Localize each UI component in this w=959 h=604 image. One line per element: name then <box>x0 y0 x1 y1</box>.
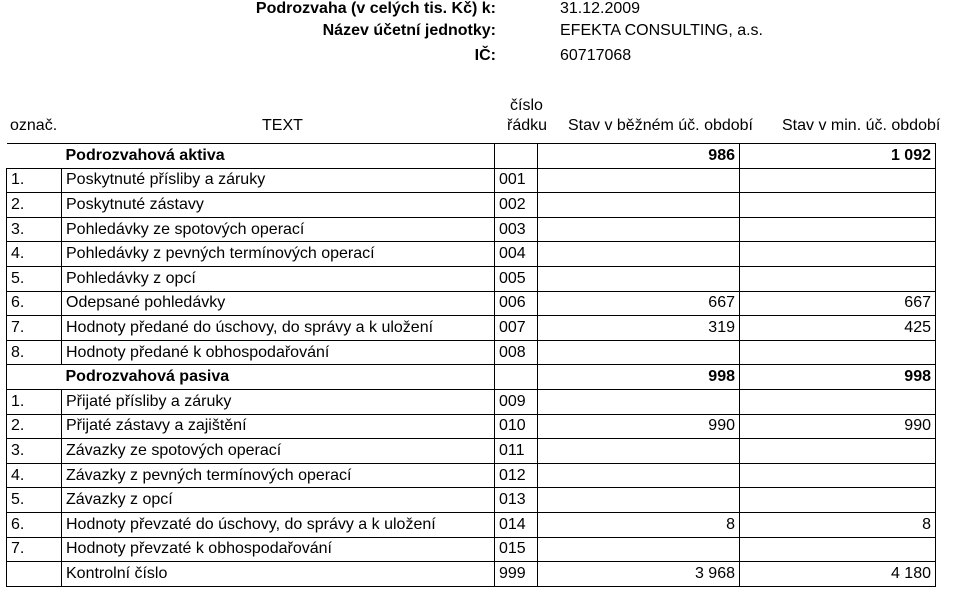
table-row: 7. Hodnoty převzaté k obhospodařování 015 <box>7 537 936 562</box>
table-row: 3. Závazky ze spotových operací 011 <box>7 439 936 464</box>
report-date: 31.12.2009 <box>560 0 641 17</box>
column-header-current: Stav v běžném úč. období <box>568 117 753 134</box>
table-row: 8. Hodnoty předané k obhospodařování 008 <box>7 340 936 365</box>
table-row: 4. Pohledávky z pevných termínových operací 004 <box>7 242 936 267</box>
pasiva-section-row <box>7 365 936 390</box>
pasiva-previous: 998 <box>740 365 936 390</box>
table-row: 6. Hodnoty převzaté do úschovy, do správy a k uložení 014 8 8 <box>7 512 936 537</box>
ic-value: 60717068 <box>560 47 632 64</box>
control-previous: 4 180 <box>740 562 936 587</box>
column-header-text: TEXT <box>262 117 303 134</box>
table-row: 4. Závazky z pevných termínových operací 012 <box>7 463 936 488</box>
entity-label: Název účetní jednotky: <box>322 22 496 39</box>
column-header-line-top: číslo <box>510 97 543 114</box>
control-line: 999 <box>495 562 538 587</box>
pasiva-current: 998 <box>538 365 740 390</box>
report-label: Podrozvaha (v celých tis. Kč) k: <box>255 0 496 17</box>
pasiva-title: Podrozvahová pasiva <box>62 365 495 390</box>
table-row: 2. Přijaté zástavy a zajištění 010 990 990 <box>7 414 936 439</box>
control-label: Kontrolní číslo <box>62 562 495 587</box>
aktiva-title: Podrozvahová aktiva <box>62 144 495 169</box>
aktiva-current: 986 <box>538 144 740 169</box>
balance-table <box>6 143 936 587</box>
table-row: 6. Odepsané pohledávky 006 667 667 <box>7 291 936 316</box>
table-row: 3. Pohledávky ze spotových operací 003 <box>7 217 936 242</box>
table-row: 5. Pohledávky z opcí 005 <box>7 266 936 291</box>
column-header-line-bottom: řádku <box>507 117 548 134</box>
table-row: 7. Hodnoty předané do úschovy, do správy a k uložení 007 319 425 <box>7 316 936 341</box>
control-row <box>7 562 936 587</box>
entity-name: EFEKTA CONSULTING, a.s. <box>560 22 763 39</box>
column-header-oznac: označ. <box>10 117 58 134</box>
aktiva-section-row <box>7 144 936 169</box>
table-row: 5. Závazky z opcí 013 <box>7 488 936 513</box>
table-row: 2. Poskytnuté zástavy 002 <box>7 193 936 218</box>
table-row: 1. Poskytnuté přísliby a záruky 001 <box>7 168 936 193</box>
table-row: 1. Přijaté přísliby a záruky 009 <box>7 389 936 414</box>
column-header-previous: Stav v min. úč. období <box>782 117 941 134</box>
aktiva-previous: 1 092 <box>740 144 936 169</box>
control-current: 3 968 <box>538 562 740 587</box>
ic-label: IČ: <box>474 47 496 64</box>
